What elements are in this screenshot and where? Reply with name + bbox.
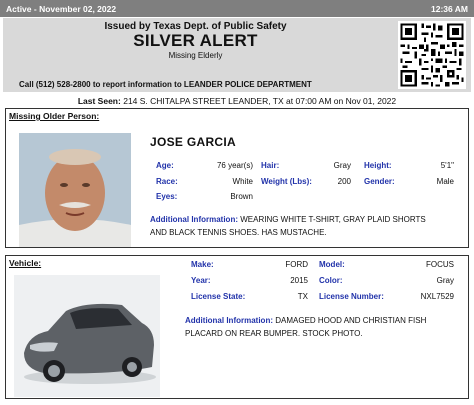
- gender-label: Gender:: [364, 177, 395, 186]
- eyes-value: Brown: [230, 192, 253, 201]
- last-seen-label: Last Seen:: [77, 96, 121, 106]
- qr-code-icon[interactable]: [398, 21, 466, 89]
- vehicle-photo: [14, 275, 160, 397]
- alert-subtitle: Missing Elderly: [168, 51, 223, 60]
- year-label: Year:: [191, 276, 211, 285]
- vehicle-heading: Vehicle:: [9, 258, 42, 268]
- model-value: FOCUS: [426, 260, 454, 269]
- height-value: 5'1": [440, 161, 454, 170]
- person-info-label: Additional Information:: [150, 215, 238, 224]
- license-number-label: License Number:: [319, 292, 384, 301]
- vehicle-panel: [5, 255, 469, 399]
- weight-label: Weight (Lbs):: [261, 177, 312, 186]
- missing-person-panel: [5, 108, 469, 248]
- alert-status-date: Active - November 02, 2022: [6, 3, 117, 14]
- status-bar: [0, 0, 474, 17]
- last-seen-line: [0, 96, 474, 106]
- person-name: JOSE GARCIA: [150, 135, 236, 149]
- model-label: Model:: [319, 260, 345, 269]
- alert-title: SILVER ALERT: [133, 31, 258, 50]
- color-label: Color:: [319, 276, 343, 285]
- vehicle-info-label: Additional Information:: [185, 316, 273, 325]
- height-label: Height:: [364, 161, 392, 170]
- vehicle-additional-info: [185, 314, 465, 340]
- contact-instructions: Call (512) 528-2800 to report information to LEANDER POLICE DEPARTMENT: [19, 80, 312, 89]
- person-photo: [19, 133, 131, 247]
- issuer-text: Issued by Texas Dept. of Public Safety: [104, 21, 287, 32]
- gender-value: Male: [436, 177, 454, 186]
- person-additional-info: [150, 213, 465, 239]
- person-info-line2: AND BLACK TENNIS SHOES. HAS MUSTACHE.: [150, 228, 327, 237]
- person-info-line1: WEARING WHITE T-SHIRT, GRAY PLAID SHORTS: [240, 215, 426, 224]
- age-value: 76 year(s): [216, 161, 253, 170]
- license-number-value: NXL7529: [420, 292, 454, 301]
- alert-banner: [3, 18, 471, 92]
- alert-time: 12:36 AM: [430, 3, 468, 14]
- race-value: White: [232, 177, 253, 186]
- hair-value: Gray: [333, 161, 351, 170]
- color-value: Gray: [436, 276, 454, 285]
- hair-label: Hair:: [261, 161, 280, 170]
- make-value: FORD: [285, 260, 308, 269]
- age-label: Age:: [156, 161, 174, 170]
- eyes-label: Eyes:: [156, 192, 178, 201]
- race-label: Race:: [156, 177, 178, 186]
- license-state-value: TX: [297, 292, 308, 301]
- make-label: Make:: [191, 260, 214, 269]
- year-value: 2015: [290, 276, 308, 285]
- weight-value: 200: [337, 177, 351, 186]
- license-state-label: License State:: [191, 292, 246, 301]
- missing-person-heading: Missing Older Person:: [9, 111, 100, 121]
- last-seen-details: 214 S. CHITALPA STREET LEANDER, TX at 07:00 AM on Nov 01, 2022: [123, 96, 397, 106]
- vehicle-info-line2: PLACARD ON REAR BUMPER. STOCK PHOTO.: [185, 329, 363, 338]
- vehicle-info-line1: DAMAGED HOOD AND CHRISTIAN FISH: [275, 316, 427, 325]
